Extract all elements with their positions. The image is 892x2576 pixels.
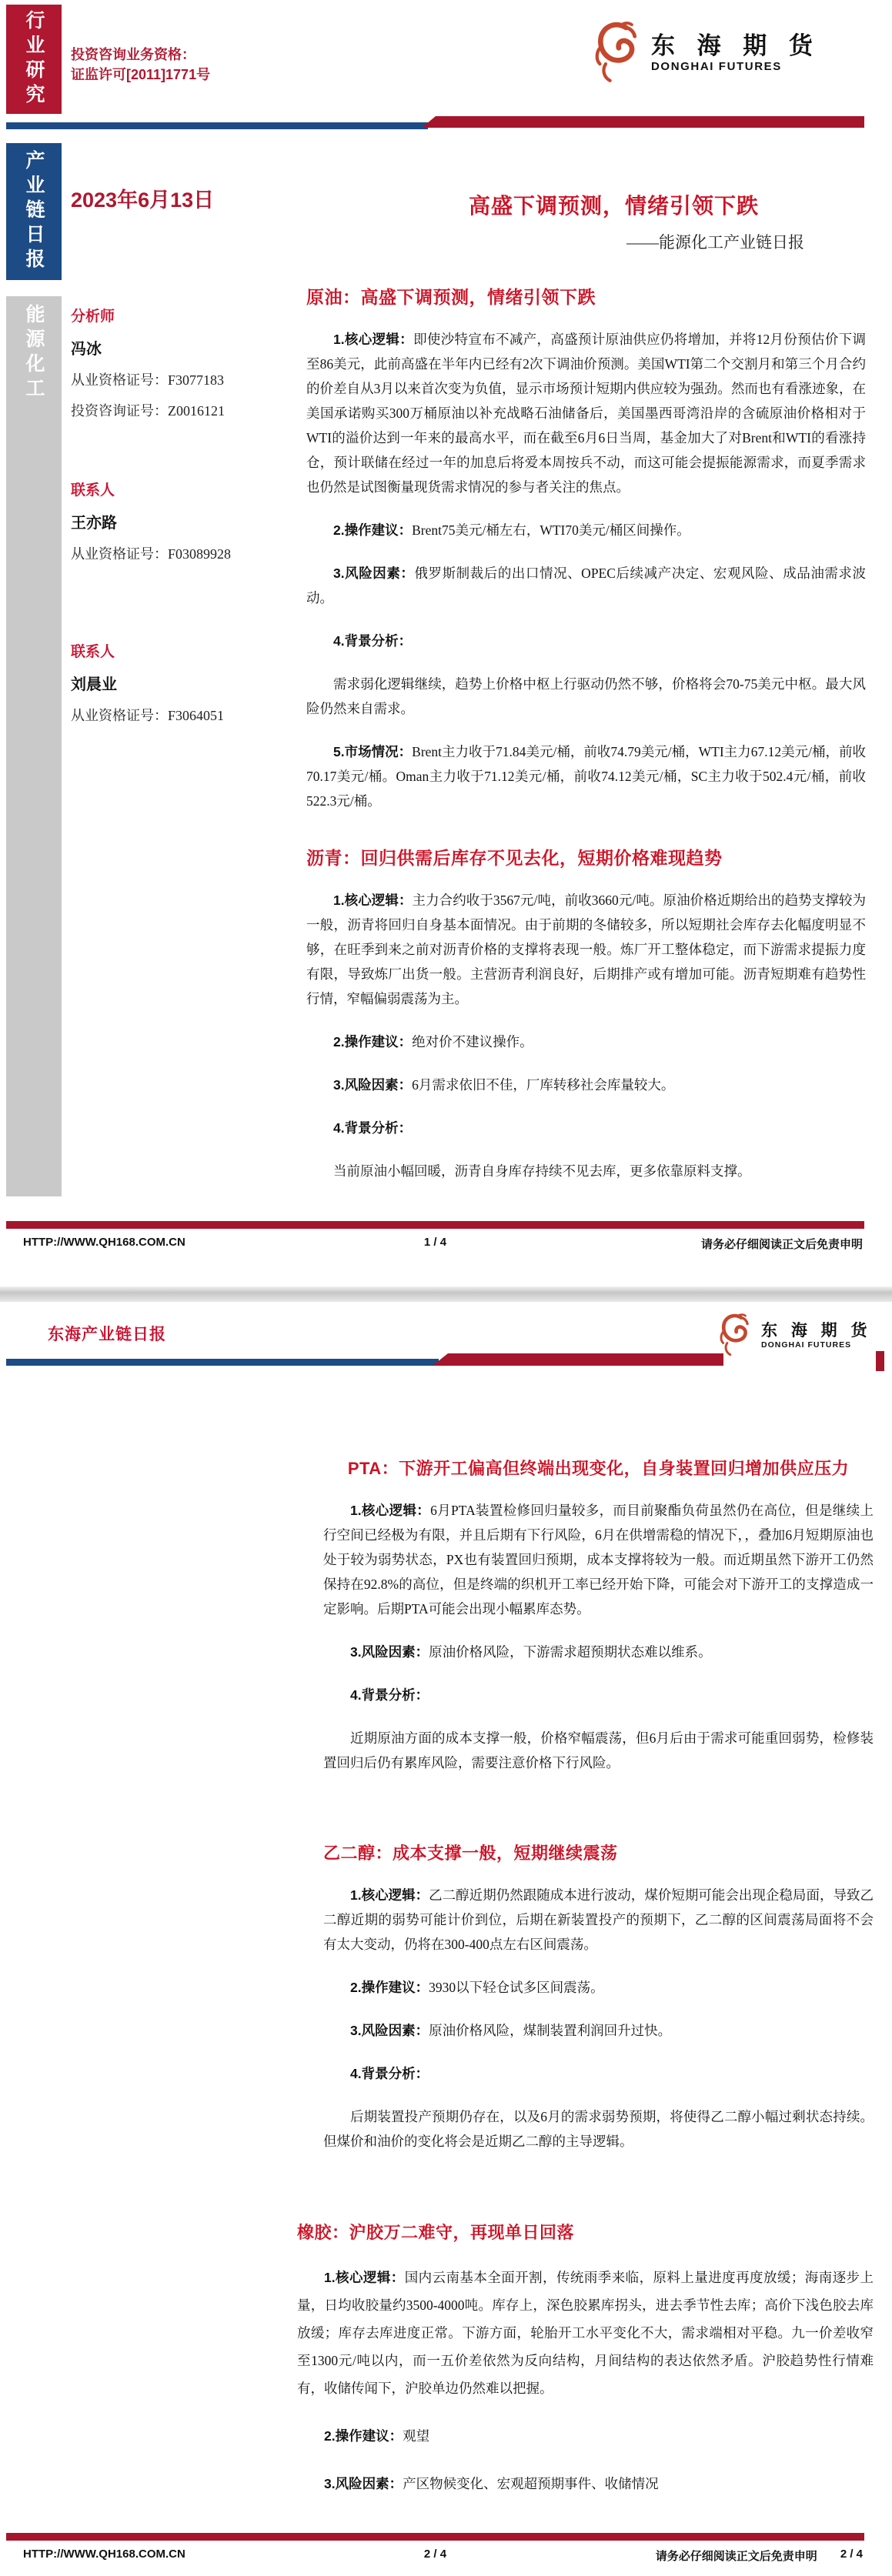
crude-market-label: 5.市场情况： — [333, 744, 413, 759]
report-title: 高盛下调预测，情绪引领下跌 — [468, 194, 759, 218]
industry-research-tab — [6, 5, 62, 114]
logo-cn-text: 东 海 期 货 — [761, 1321, 872, 1340]
rubber-risk-text: 产区物候变化、宏观超预期事件、收储情况 — [403, 2476, 659, 2491]
dragon-icon — [718, 1311, 753, 1359]
page2-rule-red — [433, 1353, 723, 1366]
logo-en-text: DONGHAI FUTURES — [651, 59, 782, 73]
meg-background-text: 后期装置投产预期仍存在，以及6月的需求弱势预期，将使得乙二醇小幅过剩状态持续。但煤价和油价的变化将会是近期乙二醇的主导逻辑。 — [323, 2109, 874, 2149]
footer-disclaimer: 请务必仔细阅读正文后免责申明 — [655, 2550, 817, 2563]
license-line-1: 投资咨询业务资格： — [71, 47, 195, 62]
crude-risk-label: 3.风险因素： — [333, 566, 415, 581]
crude-background-text: 需求弱化逻辑继续，趋势上价格中枢上行驱动仍然不够，价格将会70-75美元中枢。最大风险仍然来自需求。 — [306, 676, 866, 716]
rubber-risk — [297, 2470, 874, 2498]
crude-core-logic — [306, 327, 866, 499]
asphalt-background-label-line — [306, 1116, 866, 1140]
footer-page-1 — [6, 1236, 864, 1253]
contact-cert-2: 从业资格证号：F3064051 — [71, 708, 225, 723]
crude-background-label-line — [306, 629, 866, 653]
crude-risk — [306, 561, 866, 610]
logo-en-text: DONGHAI FUTURES — [761, 1340, 852, 1350]
industry-research-label: 行业研究 — [23, 10, 45, 108]
sector-tab — [6, 296, 62, 1196]
contact-cert-1: 从业资格证号：F03089928 — [71, 546, 232, 562]
footer-page-2 — [6, 2548, 864, 2564]
footer-url: HTTP://WWW.QH168.COM.CN — [23, 2548, 185, 2561]
footer-page-number-right: 2 / 4 — [840, 2548, 863, 2561]
sector-label: 能源化工 — [23, 304, 45, 402]
daily-report-label: 产业链日报 — [23, 150, 45, 273]
license-text — [71, 45, 210, 85]
asphalt-risk-text: 6月需求依旧不佳，厂库转移社会库量较大。 — [412, 1077, 675, 1093]
section-pta-heading: PTA：下游开工偏高但终端出现变化，自身装置回归增加供应压力 — [347, 1459, 850, 1478]
asphalt-core-logic — [306, 888, 866, 1011]
page2-rule-blue — [6, 1359, 439, 1366]
analyst-label: 分析师 — [71, 309, 115, 325]
pta-core-logic-label: 1.核心逻辑： — [350, 1503, 431, 1518]
meg-risk-label: 3.风险因素： — [350, 2023, 429, 2038]
section-pta — [323, 1456, 874, 1775]
header-rule-blue — [6, 122, 428, 129]
section-crude — [306, 283, 866, 813]
analyst-name: 冯冰 — [71, 341, 102, 358]
meg-advice-label: 2.操作建议： — [350, 1980, 429, 1995]
header-rule-red — [422, 116, 864, 128]
asphalt-core-logic-text: 主力合约收于3567元/吨，前收3660元/吨。原油价格近期给出的趋势支撑较为一般，沥青将回归自身基本面情况。由于前期的冬储较多，所以短期社会库存去化幅度明显不够，在旺季到来之前对沥青价格的支撑将表现一般。炼厂开工整体稳定，而下游需求提振力度有限，导致炼厂出货一般。主营沥青利润良好，后期排产或有增加可能。沥青短期难有趋势性行情，窄幅偏弱震荡为主。 — [306, 893, 866, 1006]
license-line-2: 证监许可[2011]1771号 — [71, 67, 211, 82]
pta-risk-text: 原油价格风险，下游需求超预期状态难以维系。 — [429, 1644, 712, 1660]
crude-background-label: 4.背景分析： — [333, 633, 413, 649]
rubber-risk-label: 3.风险因素： — [324, 2476, 403, 2491]
rubber-advice-label: 2.操作建议： — [324, 2428, 403, 2444]
page-1 — [0, 0, 892, 1286]
logo-red-square — [876, 1351, 884, 1371]
crude-market-text: Brent主力收于71.84美元/桶，前收74.79美元/桶，WTI主力67.12美元/桶，前收70.17美元/桶。Oman主力收于71.12美元/桶，前收74.12美元/桶，SC主力收于502.4元/桶，前收522.3元/桶。 — [306, 744, 866, 809]
section-asphalt-heading: 沥青：回归供需后库存不见去化，短期价格难现趋势 — [306, 848, 723, 868]
asphalt-advice-label: 2.操作建议： — [333, 1034, 413, 1049]
crude-advice-label: 2.操作建议： — [333, 522, 413, 538]
contact-label-2: 联系人 — [71, 644, 115, 660]
meg-background-label: 4.背景分析： — [350, 2066, 429, 2081]
meg-advice-text: 3930以下轻仓试多区间震荡。 — [429, 1980, 604, 1995]
asphalt-background-text: 当前原油小幅回暖，沥青自身库存持续不见去库，更多依靠原料支撑。 — [333, 1163, 751, 1179]
pta-background-text: 近期原油方面的成本支撑一般，价格窄幅震荡，但6月后由于需求可能重回弱势，检修装置回归后仍有累库风险，需要注意价格下行风险。 — [323, 1730, 874, 1770]
asphalt-advice-text: 绝对价不建议操作。 — [412, 1034, 533, 1049]
crude-market — [306, 739, 866, 813]
meg-core-logic-label: 1.核心逻辑： — [350, 1887, 429, 1903]
report-date: 2023年6月13日 — [71, 189, 215, 212]
pta-risk — [323, 1640, 874, 1664]
page-2 — [0, 1302, 892, 2576]
logo-text — [651, 32, 820, 73]
section-meg-heading: 乙二醇：成本支撑一般，短期继续震荡 — [323, 1844, 618, 1863]
footer-rule-page-2 — [6, 2533, 864, 2541]
section-rubber-heading: 橡胶：沪胶万二难守，再现单日回落 — [297, 2223, 575, 2242]
daily-report-tab — [6, 143, 62, 280]
pta-core-logic-text: 6月PTA装置检修回归量较多，而目前聚酯负荷虽然仍在高位，但是继续上行空间已经极为有限，并且后期有下行风险，6月在供增需稳的情况下，，叠加6月短期原油也处于较为弱势状态，PX也有装置回归预期，成本支撑将较为一般。而近期虽然下游开工仍然保持在92.8%的高位，但是终端的织机开工率已经开始下降，可能会对下游开工的支撑造成一定影响。后期PTA可能会出现小幅累库态势。 — [323, 1503, 874, 1617]
logo-cn-text: 东 海 期 货 — [651, 32, 820, 59]
crude-core-logic-text: 即使沙特宣布不减产，高盛预计原油供应仍将增加，并将12月份预估价下调至86美元，此前高盛在半年内已经有2次下调油价预测。美国WTI第二个交割月和第三个月合约的价差自从3月以来首次变为负值，显示市场预计短期内供应较为强劲。然而也有看涨迹象，在美国承诺购买300万桶原油以补充战略石油储备后，美国墨西哥湾沿岸的含硫原油价格相对于WTI的溢价达到一年来的最高水平，而在截至6月6日当周，基金加大了对Brent和WTI的看涨持仓，预计联储在经过一年的加息后将爱本周按兵不动，而这可能会提振能源需求，而夏季需求也仍然是试图衡量现货需求情况的参与者关注的焦点。 — [306, 332, 866, 495]
meg-background-label-line — [323, 2061, 874, 2086]
footer-url: HTTP://WWW.QH168.COM.CN — [23, 1236, 185, 1249]
contact-name-2: 刘晨业 — [71, 676, 117, 693]
analyst-cert-1: 从业资格证号：F3077183 — [71, 372, 225, 388]
page-separator — [0, 1286, 892, 1302]
section-crude-heading: 原油：高盛下调预测，情绪引领下跌 — [306, 287, 596, 307]
analyst-panel — [71, 305, 302, 725]
rubber-core-logic-label: 1.核心逻辑： — [324, 2270, 405, 2285]
asphalt-risk — [306, 1073, 866, 1097]
rubber-core-logic-text: 国内云南基本全面开割，传统雨季来临，原料上量进度再度放缓；海南逐步上量，日均收胶量约3500-4000吨。库存上，深色胶累库拐头，进去季节性去库；高价下浅色胶去库放缓；库存去库进度正常。下游方面，轮胎开工水平变化不大，需求端相对平稳。九一价差收窄至1300元/吨以内，而一五价差依然为反向结构，月间结构的表达依然矛盾。沪胶趋势性行情难有，收储传闻下，沪胶单边仍然难以把握。 — [297, 2270, 874, 2396]
meg-advice — [323, 1975, 874, 2000]
donghai-logo — [593, 18, 820, 86]
pta-background-label-line — [323, 1683, 874, 1707]
meg-core-logic-text: 乙二醇近期仍然跟随成本进行波动，煤价短期可能会出现企稳局面，导致乙二醇近期的弱势可能计价到位，后期在新装置投产的预期下，乙二醇的区间震荡局面将不会有太大变动，仍将在300-400点左右区间震荡。 — [323, 1887, 874, 1952]
crude-core-logic-label: 1.核心逻辑： — [333, 332, 414, 347]
footer-page-number: 1 / 4 — [423, 1236, 447, 1249]
logo-text — [761, 1321, 872, 1350]
meg-risk — [323, 2018, 874, 2043]
page-1-content — [306, 283, 866, 1183]
meg-core-logic — [323, 1883, 874, 1957]
footer-rule-page-1 — [6, 1221, 864, 1229]
analyst-cert-2: 投资咨询证号：Z0016121 — [71, 403, 225, 419]
contact-name-1: 王亦路 — [71, 515, 117, 532]
section-meg — [323, 1840, 874, 2154]
pta-core-logic — [323, 1498, 874, 1621]
report-subtitle: ——能源化工产业链日报 — [626, 233, 804, 252]
section-rubber — [297, 2220, 874, 2498]
asphalt-background-label: 4.背景分析： — [333, 1120, 413, 1136]
rubber-advice — [297, 2422, 874, 2450]
pta-background-label: 4.背景分析： — [350, 1687, 429, 1703]
asphalt-advice — [306, 1029, 866, 1054]
contact-label-1: 联系人 — [71, 482, 115, 499]
meg-risk-text: 原油价格风险，煤制装置利润回升过快。 — [429, 2023, 672, 2038]
section-asphalt — [306, 844, 866, 1183]
rubber-advice-text: 观望 — [403, 2428, 430, 2444]
footer-disclaimer: 请务必仔细阅读正文后免责申明 — [700, 1238, 863, 1251]
pta-risk-label: 3.风险因素： — [350, 1644, 429, 1660]
crude-risk-text: 俄罗斯制裁后的出口情况、OPEC后续减产决定、宏观风险、成品油需求波动。 — [306, 566, 866, 606]
crude-advice — [306, 518, 866, 542]
asphalt-core-logic-label: 1.核心逻辑： — [333, 893, 413, 908]
rubber-core-logic — [297, 2264, 874, 2402]
dragon-icon — [593, 18, 643, 86]
asphalt-risk-label: 3.风险因素： — [333, 1077, 413, 1093]
crude-advice-text: Brent75美元/桶左右，WTI70美元/桶区间操作。 — [412, 522, 690, 538]
footer-page-number: 2 / 4 — [423, 2548, 447, 2561]
page2-header-title: 东海产业链日报 — [48, 1326, 166, 1343]
donghai-logo-small — [718, 1311, 872, 1359]
